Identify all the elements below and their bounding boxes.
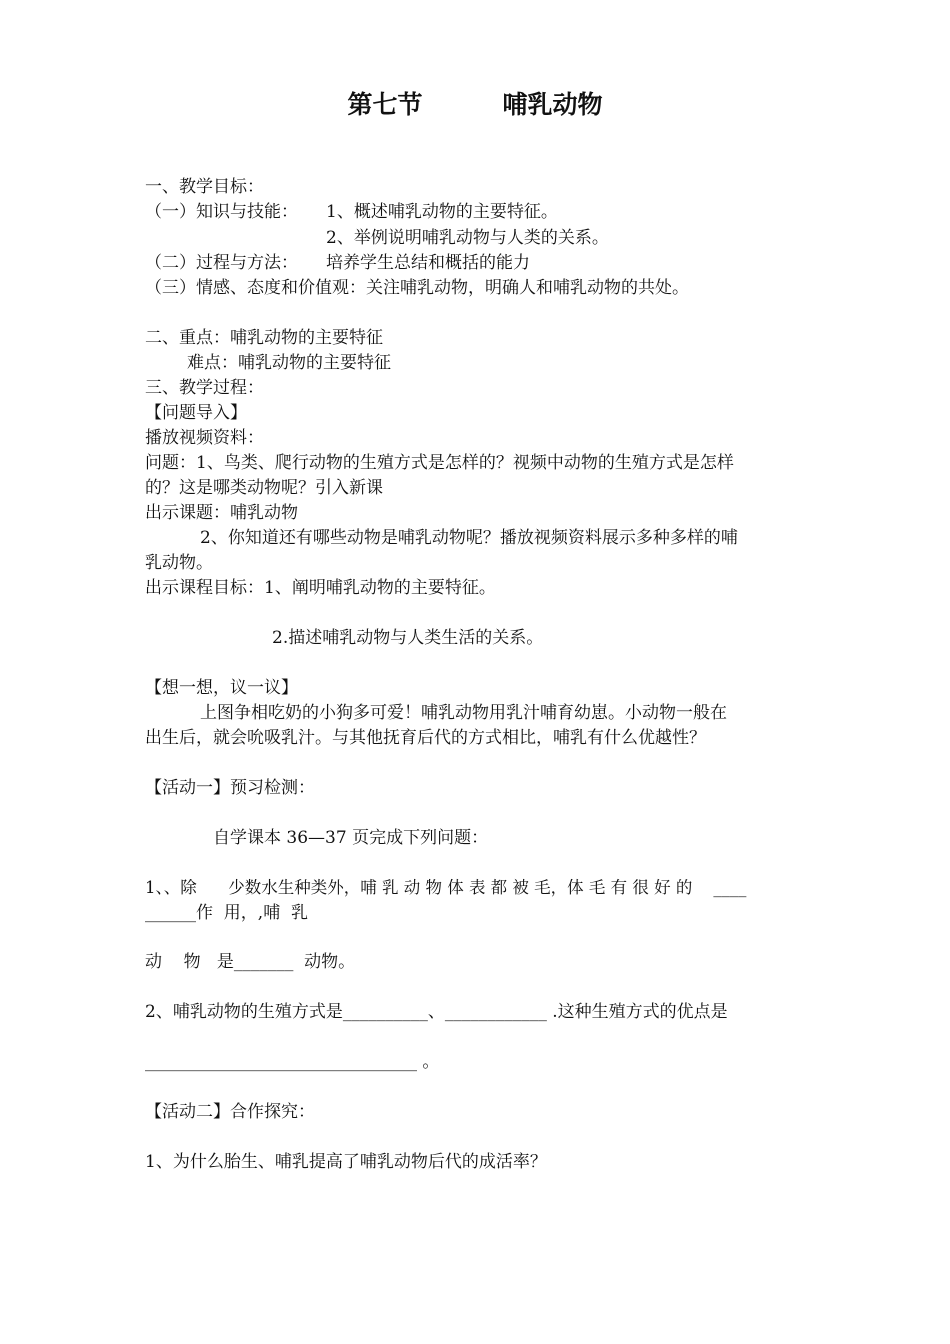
think-line-1: 上图争相吃奶的小狗多可爱！哺乳动物用乳汁哺育幼崽。小动物一般在	[200, 703, 727, 723]
key-point: 二、重点：哺乳动物的主要特征	[145, 328, 383, 348]
play-video: 播放视频资料：	[145, 428, 264, 448]
emotion-objective: （三）情感、态度和价值观：关注哺乳动物，明确人和哺乳动物的共处。	[145, 278, 689, 298]
title-name: 哺乳动物	[502, 90, 603, 119]
activity-1-q1-line-2: ______作 用，,哺 乳	[145, 903, 309, 923]
knowledge-label: （一）知识与技能：	[145, 202, 298, 222]
question-1-line-2: 的？这是哪类动物呢？引入新课	[145, 478, 383, 498]
course-goal-1: 出示课程目标：1、阐明哺乳动物的主要特征。	[145, 578, 496, 598]
activity-1-q1-line-3: 动 物 是_______ 动物。	[145, 952, 356, 972]
process-label: （二）过程与方法：	[145, 253, 298, 273]
process-text: 培养学生总结和概括的能力	[326, 253, 530, 273]
process-heading: 三、教学过程：	[145, 378, 264, 398]
objectives-heading: 一、教学目标：	[145, 177, 264, 197]
activity-2-heading: 【活动二】合作探究：	[145, 1102, 315, 1122]
course-goal-2: 2.描述哺乳动物与人类生活的关系。	[272, 628, 544, 648]
think-line-2: 出生后，就会吮吸乳汁。与其他抚育后代的方式相比，哺乳有什么优越性？	[145, 728, 706, 748]
activity-1-instruction: 自学课本 36—37 页完成下列问题：	[213, 828, 489, 848]
knowledge-item-2: 2、举例说明哺乳动物与人类的关系。	[326, 228, 609, 248]
difficult-point: 难点：哺乳动物的主要特征	[187, 353, 391, 373]
title-section: 第七节	[347, 90, 423, 119]
activity-2-q1: 1、为什么胎生、哺乳提高了哺乳动物后代的成活率？	[145, 1152, 547, 1172]
question-2-line-1: 2、你知道还有哪些动物是哺乳动物呢？播放视频资料展示多种多样的哺	[200, 528, 738, 548]
question-2-line-2: 乳动物。	[145, 553, 213, 573]
show-topic: 出示课题：哺乳动物	[145, 503, 298, 523]
page-title	[0, 89, 950, 121]
activity-1-heading: 【活动一】预习检测：	[145, 778, 315, 798]
intro-heading: 【问题导入】	[145, 403, 247, 423]
question-1-line-1: 问题：1、鸟类、爬行动物的生殖方式是怎样的？视频中动物的生殖方式是怎样	[145, 453, 734, 473]
activity-1-q2-line-2: ________________________________ 。	[145, 1052, 440, 1072]
think-heading: 【想一想，议一议】	[145, 678, 298, 698]
activity-1-q1-line-1: 1、、除 少数水生种类外，哺 乳 动 物 体 表 都 被 毛，体 毛 有 很 好 的 ____	[145, 878, 747, 897]
activity-1-q2-line-1: 2、哺乳动物的生殖方式是__________、____________ .这种生殖方式的优点是	[145, 1002, 728, 1022]
knowledge-item-1: 1、概述哺乳动物的主要特征。	[326, 202, 558, 222]
